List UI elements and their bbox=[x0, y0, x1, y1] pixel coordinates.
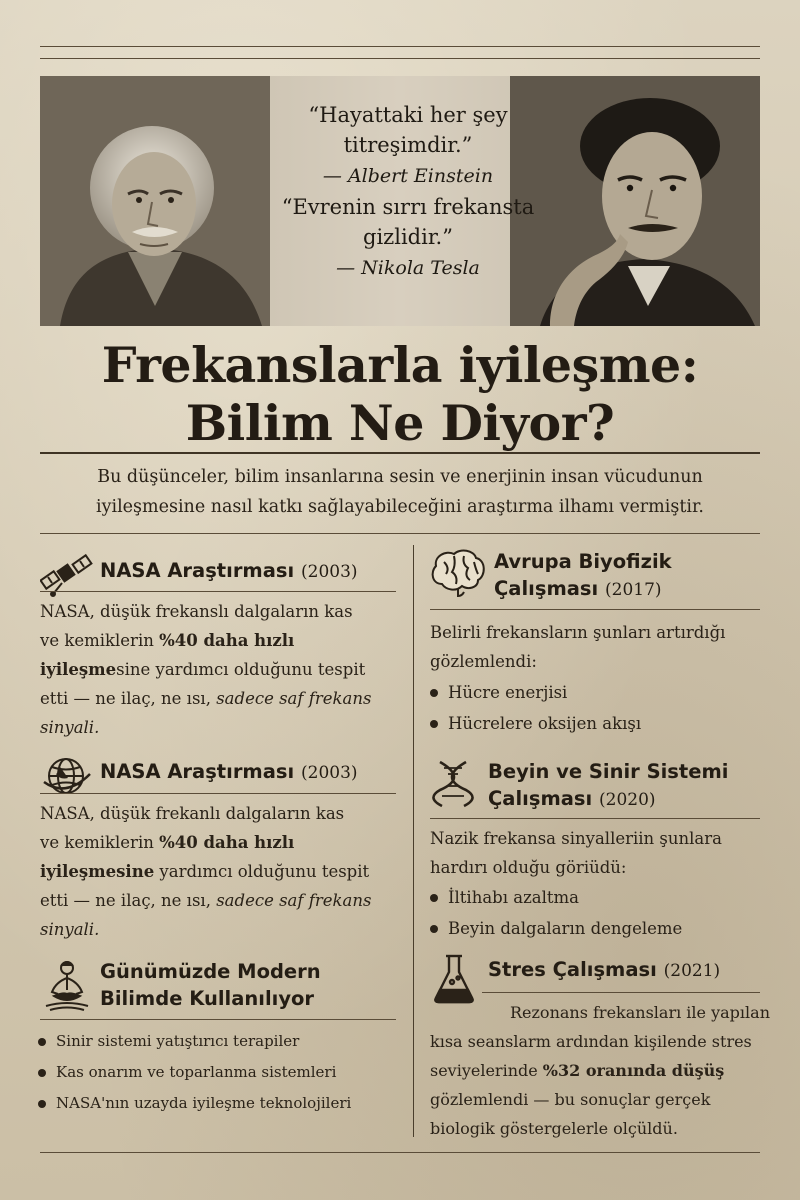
brain-title-line2-text: Çalışması bbox=[488, 787, 593, 810]
meditation-icon bbox=[40, 958, 94, 1014]
stress-line1: Rezonans frekansları ile yapılan bbox=[509, 1003, 770, 1022]
nasa-study-2-header bbox=[40, 752, 358, 798]
modern-science-header bbox=[40, 958, 321, 1014]
globe-icon bbox=[40, 752, 94, 798]
list-item: Hücrelere oksijen akışı bbox=[428, 708, 768, 739]
brain-study-header bbox=[428, 758, 728, 814]
stress-line2: kısa seanslarm ardından kişilende stres bbox=[430, 1032, 752, 1051]
nasa-study-2-line1: NASA, düşük frekanlı dalgaların kas bbox=[40, 804, 345, 823]
nasa-study-2-year: (2003) bbox=[301, 763, 358, 783]
nasa-study-2-line5 bbox=[40, 915, 410, 944]
stress-line3 bbox=[430, 1056, 770, 1085]
nasa-study-2-line5-text: sinyali. bbox=[40, 920, 100, 939]
einstein-quote-author: — Albert Einstein bbox=[322, 165, 494, 187]
nasa-study-2-line3b: yardımcı olduğunu tespit bbox=[154, 862, 370, 881]
list-item: NASA'nın uzayda iyileşme teknolojileri bbox=[36, 1088, 411, 1119]
stress-study-rule bbox=[482, 992, 760, 993]
biophysics-line1: Belirli frekansların şunları artırdığı bbox=[430, 623, 726, 642]
brain-title-line1: Beyin ve Sinir Sistemi bbox=[488, 760, 729, 783]
nasa-study-1-rule bbox=[40, 591, 396, 592]
einstein-portrait bbox=[40, 76, 270, 326]
brain-study-rule bbox=[430, 818, 760, 819]
list-item: Beyin dalgaların dengeleme bbox=[428, 913, 768, 944]
brain-study-title bbox=[488, 758, 728, 814]
list-item: İltihabı azaltma bbox=[428, 882, 768, 913]
nasa-study-2-line4a: etti — ne ilaç, ne ısı, bbox=[40, 891, 217, 910]
nasa-study-2-title-text: NASA Araştırması bbox=[100, 760, 295, 783]
tesla-quote-author: — Nikola Tesla bbox=[336, 257, 480, 279]
nasa-study-1-title-text: NASA Araştırması bbox=[100, 559, 295, 582]
stress-highlight: %32 oranında düşüş bbox=[542, 1061, 725, 1080]
top-rule-2 bbox=[40, 58, 760, 59]
nasa-study-1-line2 bbox=[40, 626, 410, 655]
biophysics-title-line2 bbox=[494, 575, 672, 604]
nasa-study-2-line3 bbox=[40, 857, 410, 886]
nasa-study-1-line3b: sine yardımcı olduğunu tespit bbox=[116, 660, 366, 679]
tesla-quote bbox=[248, 192, 568, 282]
nasa-study-1-line4a: etti — ne ilaç, ne ısı, bbox=[40, 689, 217, 708]
intro-text bbox=[60, 462, 740, 522]
nasa-study-2-line4b: sadece saf frekans bbox=[216, 891, 372, 910]
intro-line1: Bu düşünceler, bilim insanlarına sesin ve enerjinin insan vücudunun bbox=[97, 467, 703, 487]
dna-icon bbox=[428, 758, 482, 808]
nasa-study-1-line5-text: sinyali. bbox=[40, 718, 100, 737]
brain-line1: Nazik frekansa sinyalleriin şunlara bbox=[430, 829, 722, 848]
biophysics-study-year: (2017) bbox=[605, 580, 662, 600]
stress-study-title-text: Stres Çalışması bbox=[488, 958, 657, 981]
nasa-study-2-highlight: %40 daha hızlı bbox=[159, 833, 295, 852]
nasa-study-2-title bbox=[100, 758, 358, 787]
nasa-study-1-year: (2003) bbox=[301, 562, 358, 582]
brain-line2: hardırı olduğu göriüdü: bbox=[430, 858, 627, 877]
brain-study-year: (2020) bbox=[599, 790, 656, 810]
nasa-study-2-rule bbox=[40, 793, 396, 794]
biophysics-study-header bbox=[428, 548, 672, 604]
nasa-study-2-line4 bbox=[40, 886, 410, 915]
nasa-study-2-line2a: ve kemiklerin bbox=[40, 833, 160, 852]
page-title bbox=[0, 336, 800, 452]
hero-image bbox=[40, 76, 760, 326]
title-line1: Frekanslarla iyileşme: bbox=[101, 336, 699, 394]
column-divider bbox=[413, 545, 414, 1137]
nasa-study-1-line4b: sadece saf frekans bbox=[216, 689, 372, 708]
tesla-quote-line2: gizlidir.” bbox=[363, 225, 453, 249]
stress-study-year: (2021) bbox=[663, 961, 721, 981]
einstein-quote bbox=[248, 100, 568, 190]
nasa-study-1-highlight: %40 daha hızlı bbox=[159, 631, 295, 650]
biophysics-study-rule bbox=[430, 609, 760, 610]
list-item: Hücre enerjisi bbox=[428, 677, 768, 708]
brain-icon bbox=[428, 548, 488, 598]
stress-line4: gözlemlendi — bu sonuçlar gerçek bbox=[430, 1090, 711, 1109]
intro-line2: iyileşmesine nasıl katkı sağlayabileceğini araştırma ilhamı vermiştir. bbox=[96, 497, 704, 517]
nasa-study-1-line3a: iyileşme bbox=[40, 660, 117, 679]
modern-science-title-line2: Bilimde Kullanılıyor bbox=[100, 987, 315, 1010]
modern-science-title-line1: Günümüzde Modern bbox=[100, 960, 321, 983]
list-item: Sinir sistemi yatıştırıcı terapiler bbox=[36, 1026, 411, 1057]
modern-science-title bbox=[100, 958, 321, 1012]
top-rule bbox=[40, 46, 760, 47]
title-rule bbox=[40, 452, 760, 454]
stress-line5: biologik göstergelerle olçüldü. bbox=[430, 1119, 678, 1138]
nasa-study-1-line5 bbox=[40, 713, 410, 742]
biophysics-title-line2-text: Çalışması bbox=[494, 577, 599, 600]
list-item: Kas onarım ve toparlanma sistemleri bbox=[36, 1057, 411, 1088]
stress-line3a: seviyelerinde bbox=[430, 1061, 543, 1080]
brain-title-line2 bbox=[488, 785, 728, 814]
intro-rule bbox=[40, 533, 760, 534]
biophysics-title-line1: Avrupa Biyofizik bbox=[494, 550, 672, 573]
biophysics-line2: gözlemlendi: bbox=[430, 652, 537, 671]
nasa-study-2-line2 bbox=[40, 828, 410, 857]
nasa-study-1-line1: NASA, düşük frekanslı dalgaların kas bbox=[40, 602, 353, 621]
biophysics-study-body bbox=[430, 618, 770, 676]
nasa-study-1-line4 bbox=[40, 684, 410, 713]
bottom-rule bbox=[40, 1152, 760, 1153]
nasa-study-1-line3 bbox=[40, 655, 410, 684]
modern-science-list bbox=[36, 1026, 411, 1119]
biophysics-study-title bbox=[494, 548, 672, 604]
nasa-study-1-body bbox=[40, 597, 410, 742]
title-line2: Bilim Ne Diyor? bbox=[185, 394, 615, 452]
einstein-quote-text: “Hayattaki her şey titreşimdir.” bbox=[308, 103, 508, 157]
nasa-study-1-title bbox=[100, 557, 358, 586]
modern-science-rule bbox=[40, 1019, 396, 1020]
nasa-study-2-line3a: iyileşmesine bbox=[40, 862, 155, 881]
stress-study-title bbox=[488, 956, 720, 985]
brain-study-body bbox=[430, 824, 770, 882]
brain-study-list bbox=[428, 882, 768, 944]
tesla-quote-line1: “Evrenin sırrı frekansta bbox=[281, 195, 535, 219]
nasa-study-1-line2a: ve kemiklerin bbox=[40, 631, 160, 650]
biophysics-list bbox=[428, 677, 768, 739]
nasa-study-2-body bbox=[40, 799, 410, 944]
stress-study-body bbox=[430, 998, 770, 1143]
